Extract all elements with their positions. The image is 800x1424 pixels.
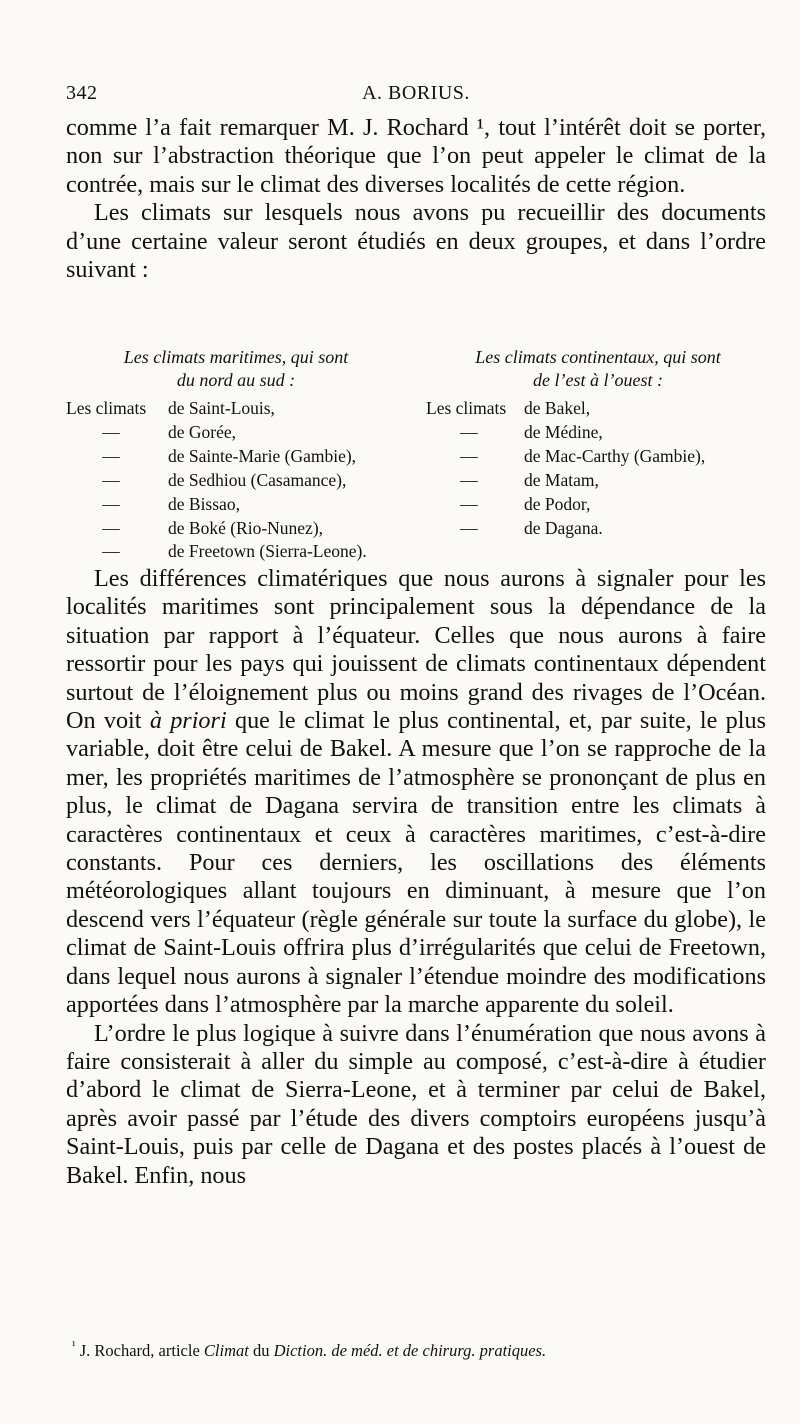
page-number: 342 [66, 82, 98, 104]
body-paragraph-2: L’ordre le plus logique à suivre dans l’énumération que nous avons à faire consisterait à aller du simple au composé, c’est-à-dire à étudier d’abord le climat de Sierra-Leone, et à terminer par celui de Bakel, après avoir passé par l’étude des divers comptoirs européens jusqu’à Saint-Louis, puis par celle de Dagana et des postes placés à l’ouest de Bakel. Enfin, nous [66, 1019, 766, 1189]
list-dash: — [102, 541, 120, 562]
maritime-heading-line-1: Les climats maritimes, qui sont [123, 347, 349, 367]
list-item-text: de Bakel, [524, 398, 591, 418]
continental-heading-line-1: Les climats continentaux, qui sont [475, 347, 721, 367]
list-dash: — [102, 469, 120, 490]
maritime-climates-list [66, 397, 406, 564]
maritime-heading-line-2: du nord au sud : [176, 370, 296, 390]
footnote-title-part-2: Diction. de méd. et de chirurg. pratiques. [273, 1341, 547, 1360]
intro-paragraph-2: Les climats sur lesquels nous avons pu recueillir des documents d’une certaine valeur seront étudiés en deux groupes, et dans l’ordre suivant : [66, 199, 766, 284]
running-head [66, 82, 766, 110]
body-italic-a-priori: à priori [149, 707, 227, 735]
main-text [66, 565, 766, 1190]
body-paragraph-1-part-1: Les différences climatériques que nous aurons à signaler pour les localités maritimes sont principalement sous la dépendance de la situation par rapport à l’équateur. Celles que nous aurons à faire ressortir pour les pays qui jouissent de climats continentaux dépendent surtout de l’éloignement plus ou moins grand des rivages de l’Océan. On voit [66, 565, 766, 735]
list-dash: — [460, 469, 478, 490]
list-item-text: de Mac-Carthy (Gambie), [524, 445, 706, 466]
body-paragraph-1-part-2: que le climat le plus continental, et, par suite, le plus variable, doit être celui de Bakel. A mesure que l’on se rapproche de la mer, les propriétés maritimes de l’atmosphère se prononçant de plus en plus, le climat de Dagana servira de transition entre les climats à caractères continentaux et ceux à caractères maritimes, c’est-à-dire constants. Pour ces derniers, les oscillations des éléments météorologiques allant toujours en diminuant, à mesure que l’on descend vers l’équateur (règle générale sur toute la surface du globe), le climat de Saint-Louis offrira plus d’irrégularités que celui de Freetown, dans lequel nous aurons à signaler l’étendue moindre des modifications apportées dans l’atmosphère par la marche apparente du soleil. [66, 707, 766, 1019]
continental-climates-heading [428, 346, 768, 392]
list-dash: — [460, 445, 478, 466]
footnote-title-part-1: Climat [203, 1341, 249, 1360]
list-dash: — [102, 421, 120, 442]
list-item [66, 445, 406, 469]
list-dash: — [460, 421, 478, 442]
continental-climates-list [426, 397, 766, 540]
list-dash: — [102, 493, 120, 514]
list-item-text: de Freetown (Sierra-Leone). [168, 541, 367, 562]
list-item [66, 421, 406, 445]
intro-paragraph-1: comme l’a fait remarquer M. J. Rochard ¹, tout l’intérêt doit se porter, non sur l’abstraction théorique que l’on peut appeler le climat de la contrée, mais sur le climat des diverses localités de cette région. [66, 114, 766, 198]
list-lead: Les climats [426, 398, 507, 418]
list-item-text: de Médine, [524, 421, 603, 442]
list-item [66, 540, 406, 564]
list-item [66, 397, 406, 421]
list-item [426, 469, 766, 493]
list-item [66, 493, 406, 517]
intro-text [66, 114, 766, 284]
list-item [66, 517, 406, 541]
list-dash: — [460, 517, 478, 538]
list-lead: Les climats [66, 398, 147, 418]
list-item-text: de Sainte-Marie (Gambie), [168, 445, 357, 466]
list-item [426, 397, 766, 421]
list-dash: — [460, 493, 478, 514]
list-item-text: de Dagana. [524, 517, 603, 538]
footnote-author: J. Rochard, article [79, 1341, 200, 1360]
list-item [426, 421, 766, 445]
maritime-climates-heading [86, 346, 386, 392]
list-item [426, 445, 766, 469]
footnote [72, 1340, 766, 1362]
list-item [426, 493, 766, 517]
footnote-connector: du [252, 1341, 270, 1360]
list-item [426, 517, 766, 541]
list-dash: — [102, 445, 120, 466]
list-item [66, 469, 406, 493]
list-item-text: de Podor, [524, 493, 591, 514]
list-item-text: de Matam, [524, 469, 599, 490]
running-title: A. BORIUS. [362, 82, 470, 104]
list-item-text: de Boké (Rio-Nunez), [168, 517, 324, 538]
footnote-mark: ¹ [72, 1338, 76, 1353]
body-paragraph-1 [66, 565, 766, 1020]
list-item-text: de Saint-Louis, [168, 398, 275, 418]
list-item-text: de Sedhiou (Casamance), [168, 469, 347, 490]
continental-heading-line-2: de l’est à l’ouest : [533, 370, 663, 390]
list-item-text: de Gorée, [168, 421, 237, 442]
list-item-text: de Bissao, [168, 493, 240, 514]
list-dash: — [102, 517, 120, 538]
